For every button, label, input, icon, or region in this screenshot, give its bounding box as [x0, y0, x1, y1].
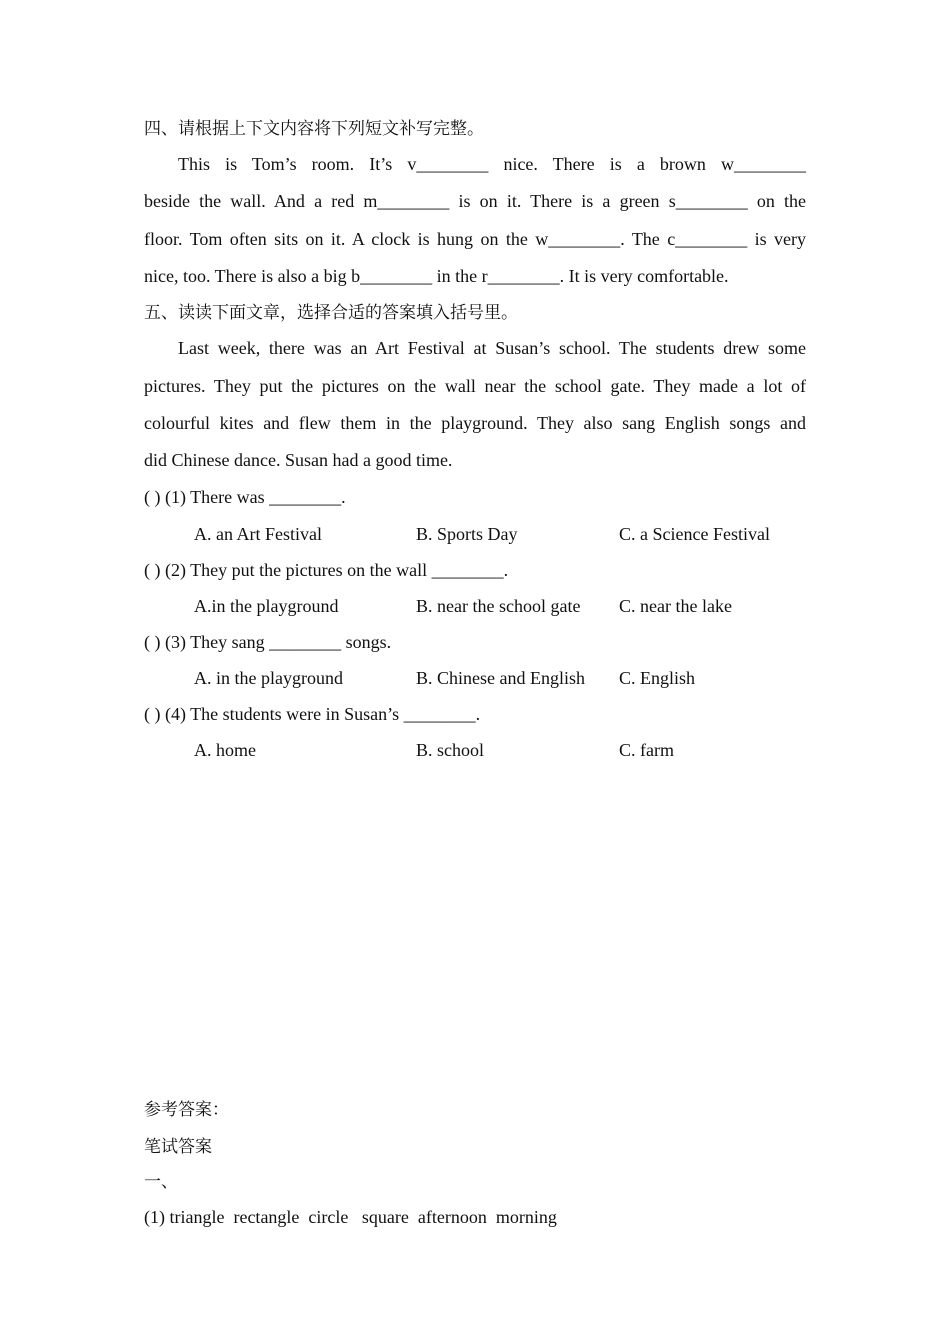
question-1-option-a: A. an Art Festival [194, 524, 322, 544]
section-4-line-2: beside the wall. And a red m________ is on it. There is a green s________ on the [144, 191, 806, 211]
answers-part-1-line: (1) triangle rectangle circle square afternoon morning [144, 1207, 557, 1227]
question-4-stem: ( ) (4) The students were in Susan’s ________. [144, 704, 481, 724]
passage-line-1: Last week, there was an Art Festival at Susan’s school. The students drew some [178, 338, 806, 358]
section-4-heading: 四、请根据上下文内容将下列短文补写完整。 [144, 119, 484, 139]
passage-line-3: colourful kites and flew them in the playground. They also sang English songs and [144, 413, 806, 433]
question-3-option-b: B. Chinese and English [416, 668, 585, 688]
question-1-option-b: B. Sports Day [416, 524, 518, 544]
question-2-option-a: A.in the playground [194, 596, 339, 616]
question-4-option-a: A. home [194, 740, 256, 760]
section-5-heading: 五、读读下面文章，选择合适的答案填入括号里。 [144, 303, 518, 323]
question-3-stem: ( ) (3) They sang ________ songs. [144, 632, 392, 652]
answers-title: 参考答案： [144, 1100, 229, 1120]
passage-line-4: did Chinese dance. Susan had a good time. [144, 450, 453, 470]
question-2-option-b: B. near the school gate [416, 596, 581, 616]
question-3-option-a: A. in the playground [194, 668, 343, 688]
passage-line-2: pictures. They put the pictures on the wall near the school gate. They made a lot of [144, 376, 806, 396]
question-2-stem: ( ) (2) They put the pictures on the wall ________. [144, 560, 509, 580]
section-4-line-3: floor. Tom often sits on it. A clock is hung on the w________. The c________ is very [144, 229, 806, 249]
question-1-option-c: C. a Science Festival [619, 524, 770, 544]
answers-part-1-label: 一、 [144, 1172, 178, 1192]
question-4-option-c: C. farm [619, 740, 674, 760]
question-3-option-c: C. English [619, 668, 696, 688]
question-1-stem: ( ) (1) There was ________. [144, 487, 346, 507]
section-4-line-1: This is Tom’s room. It’s v________ nice. There is a brown w________ [178, 154, 806, 174]
answers-subtitle: 笔试答案 [144, 1137, 212, 1157]
section-4-line-4: nice, too. There is also a big b________ in the r________. It is very comfortable. [144, 266, 729, 286]
question-2-option-c: C. near the lake [619, 596, 732, 616]
question-4-option-b: B. school [416, 740, 485, 760]
